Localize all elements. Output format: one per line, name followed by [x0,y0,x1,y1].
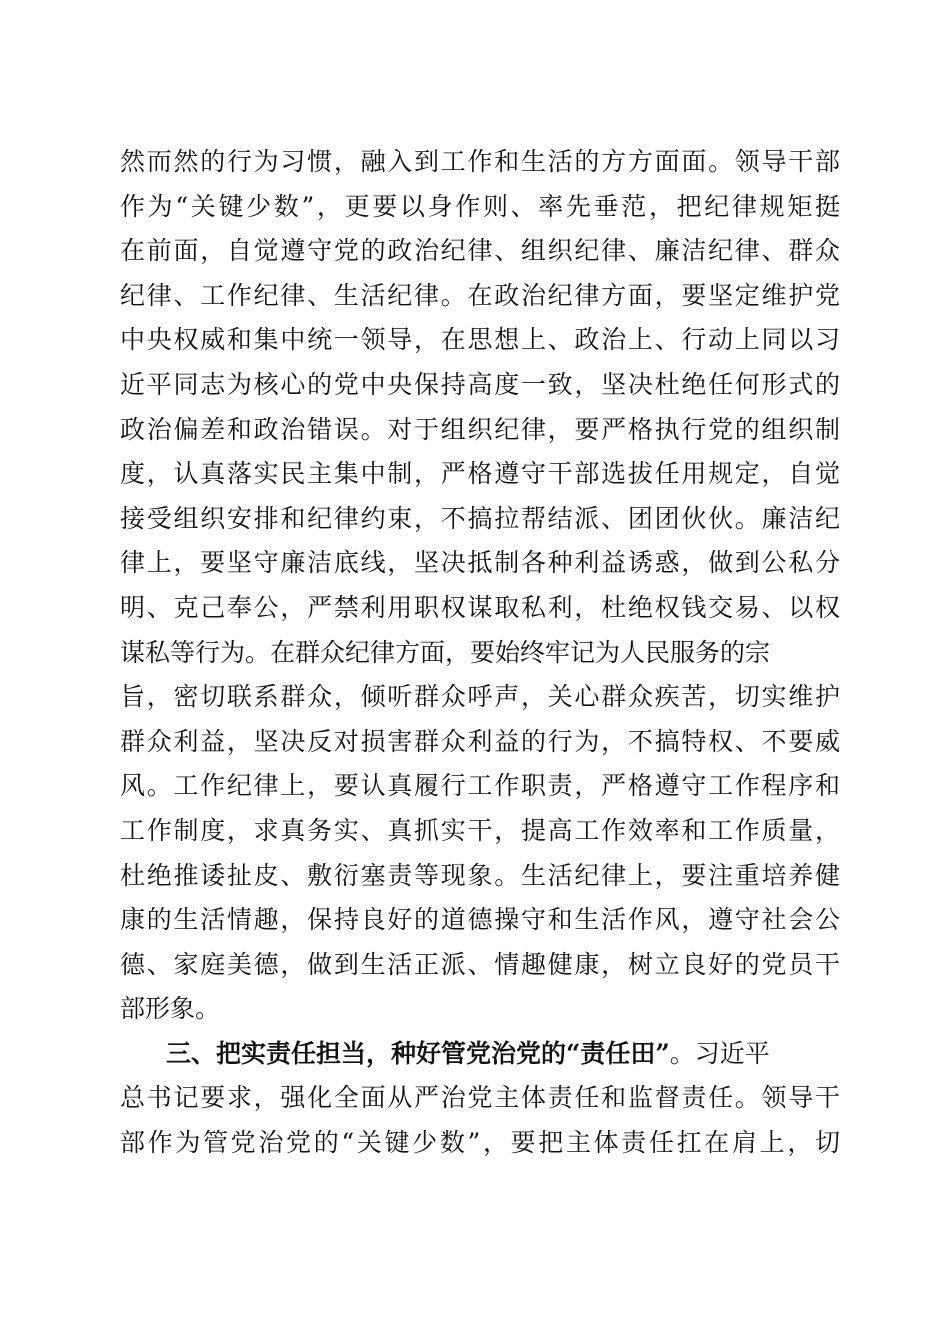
paragraph-line: 工作制度，求真务实、真抓实干，提高工作效率和工作质量， [120,815,840,845]
paragraph-line: 总书记要求，强化全面从严治党主体责任和监督责任。领导干 [120,1083,840,1113]
paragraph-line: 杜绝推诿扯皮、敷衍塞责等现象。生活纪律上，要注重培养健 [120,860,840,890]
paragraph-line: 部形象。 [120,994,221,1024]
paragraph-line: 政治偏差和政治错误。对于组织纪律，要严格执行党的组织制 [120,414,840,444]
paragraph-line: 旨，密切联系群众，倾听群众呼声，关心群众疾苦，切实维护 [120,682,840,712]
paragraph-line: 风。工作纪律上，要认真履行工作职责，严格遵守工作程序和 [120,771,840,801]
section-heading-line [120,1032,840,1077]
document-body [120,140,840,1166]
section-heading: 三、把实责任担当，种好管党治党的“责任田” [166,1038,670,1068]
paragraph-line: 部作为管党治党的“关键少数”，要把主体责任扛在肩上，切 [120,1128,840,1158]
paragraph-line: 明、克己奉公，严禁利用职权谋取私利，杜绝权钱交易、以权 [120,592,840,622]
paragraph-line: 纪律、工作纪律、生活纪律。在政治纪律方面，要坚定维护党 [120,280,840,310]
paragraph-line: 中央权威和集中统一领导，在思想上、政治上、行动上同以习 [120,325,840,355]
paragraph-line: 作为“关键少数”，更要以身作则、率先垂范，把纪律规矩挺 [120,191,840,221]
paragraph-line: 在前面，自觉遵守党的政治纪律、组织纪律、廉洁纪律、群众 [120,236,840,266]
heading-tail-text: 。习近平 [669,1038,770,1068]
paragraph-line: 康的生活情趣，保持良好的道德操守和生活作风，遵守社会公 [120,905,840,935]
paragraph-line: 律上，要坚守廉洁底线，坚决抵制各种利益诱惑，做到公私分 [120,548,840,578]
paragraph-line: 近平同志为核心的党中央保持高度一致，坚决杜绝任何形式的 [120,369,840,399]
paragraph-line: 群众利益，坚决反对损害群众利益的行为，不搞特权、不要威 [120,726,840,756]
paragraph-line: 度，认真落实民主集中制，严格遵守干部选拔任用规定，自觉 [120,459,840,489]
paragraph-line: 德、家庭美德，做到生活正派、情趣健康，树立良好的党员干 [120,949,840,979]
paragraph-line: 接受组织安排和纪律约束，不搞拉帮结派、团团伙伙。廉洁纪 [120,503,840,533]
paragraph-line: 谋私等行为。在群众纪律方面，要始终牢记为人民服务的宗 [120,637,771,667]
paragraph-line: 然而然的行为习惯，融入到工作和生活的方方面面。领导干部 [120,147,840,176]
